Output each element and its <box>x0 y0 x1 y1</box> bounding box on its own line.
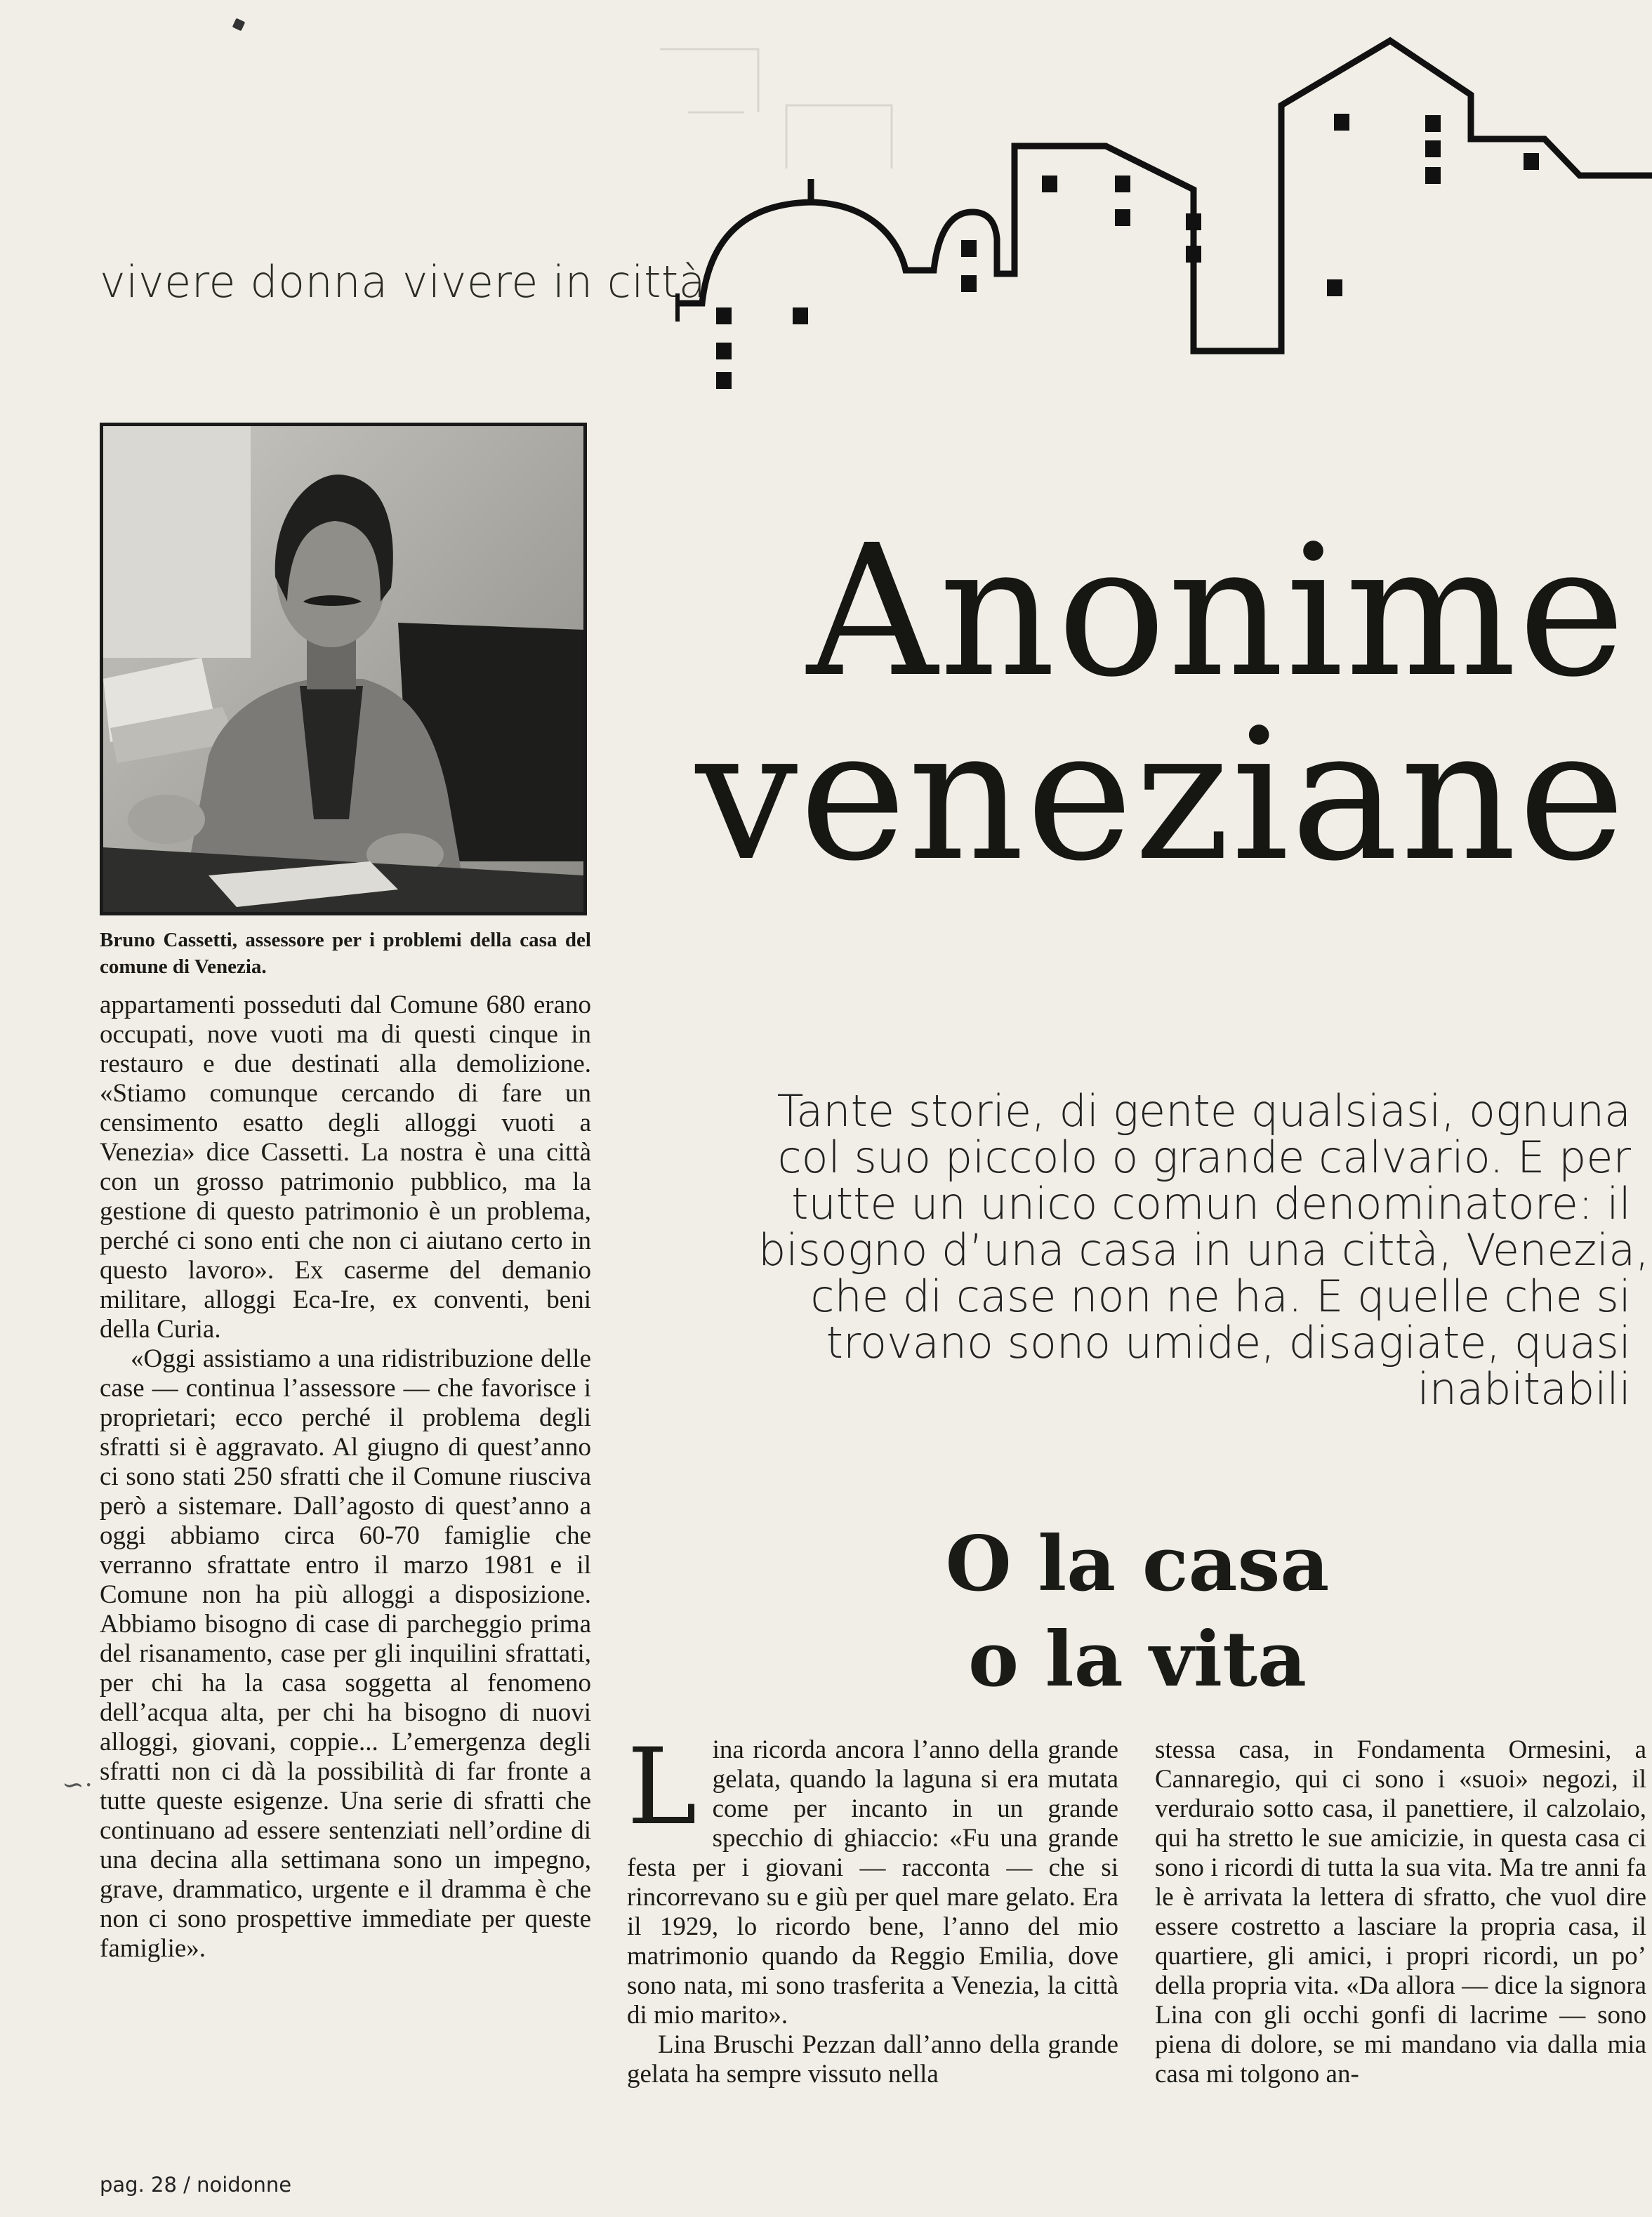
article-headline <box>632 506 1652 901</box>
skyline-outline <box>678 41 1652 351</box>
subtitle-line: bisogno d’una casa in una città, Venezia, <box>758 1224 1649 1276</box>
venice-skyline-illustration <box>660 28 1652 393</box>
paragraph: appartamenti posseduti dal Comune 680 erano occupati, nove vuoti ma di questi cinque in restauro e due destinati alla demolizione. «Stiamo comunque cercando di fare un censimento esatto degli alloggi vuoti a Venezia» dice Cassetti. La nostra è una città con un grosso patrimonio pubblico, ma la gestione di questo patrimonio è un problema, perché ci sono enti che non ci aiutano certo in questo lavoro». Ex caserme del demanio militare, alloggi Eca-Ire, ex conventi, beni della Curia. <box>100 991 591 1344</box>
photo-caption: Bruno Cassetti, assessore per i problemi della casa del comune di Venezia. <box>100 929 591 978</box>
subtitle-line: che di case non ne ha. E quelle che si <box>810 1271 1631 1322</box>
headline-line-2: veneziane <box>695 690 1627 901</box>
middle-text-column <box>627 1726 1118 2089</box>
corner-print-mark <box>232 18 246 32</box>
left-text-column <box>100 991 591 1964</box>
paragraph: stessa casa, in Fondamenta Ormesini, a Cannaregio, qui ci sono i «suoi» negozi, il verduraio sotto casa, il panettiere, il calzolaio, qui ha stretto le sue amicizie, in questa casa ci sono i ricordi di tutta la sua vita. Ma tre anni fa le è arrivata la lettera di sfratto, che vuol dire essere costretto a lasciare la propria casa, il quartiere, gli amici, i propri ricordi, un po’ della propria vita. «Da allora — dice la signora Lina con gli occhi gonfi di lacrime — sono piena di dolore, se mi mandano via dalla mia casa mi tolgono an- <box>1155 1735 1646 2089</box>
subtitle-line: Tante storie, di gente qualsiasi, ognuna <box>777 1085 1631 1137</box>
section-label: vivere donna vivere in città <box>100 256 706 307</box>
paragraph: Lina Bruschi Pezzan dall’anno della grande gelata ha sempre vissuto nella <box>627 2030 1118 2089</box>
section-heading-line-1: O la casa <box>945 1520 1330 1608</box>
page-footer: pag. 28 / noidonne <box>100 2173 292 2197</box>
subtitle-line: tutte un unico comun denominatore: il <box>791 1178 1631 1229</box>
portrait-illustration <box>103 426 583 912</box>
headline-line-1: Anonime <box>807 506 1627 717</box>
subtitle-line: trovano sono umide, disagiate, quasi <box>826 1317 1631 1368</box>
paragraph: «Oggi assistiamo a una ridistribuzione delle case — continua l’assessore — che favorisce i proprietari; ecco perché il problema degli sfratti si è aggravato. Al giugno di quest’anno ci sono stati 250 sfratti che il Comune riusciva però a sistemare. Dall’agosto di quest’anno a oggi abbiamo circa 60-70 famiglie che verranno sfrattate entro il marzo 1981 e il Comune non ha più alloggi a disposizione. Abbiamo bisogno di case di parcheggio prima del risanamento, case per gli inquilini sfrattati, per chi ha la casa soggetta al fenomeno dell’acqua alta, per chi ha bisogno di nuovi alloggi, giovani, coppie... L’emergenza degli sfratti non ci dà la possibilità di far fronte a tutte queste esigenze. Una serie di sfratti che continuano ad essere sentenziati nell’ordine di una decina alla settimana sono un impegno, grave, drammatico, urgente e il dramma è che non ci sono prospettive immediate per queste famiglie». <box>100 1344 591 1963</box>
section-heading-line-2: o la vita <box>968 1615 1307 1704</box>
article-subtitle <box>758 1085 1649 1415</box>
section-heading <box>828 1516 1446 1707</box>
right-text-column <box>1155 1735 1646 2089</box>
paragraph-text: ina ricorda ancora l’anno della grande gelata, quando la laguna si era mutata come per incanto in un grande specchio di ghiaccio: «Fu una grande festa per i giovani — racconta — che si rincorrevano su e giù per quel mare gelato. Era il 1929, lo ricordo bene, l’anno del mio matrimonio quando da Reggio Emilia, dove sono nata, mi sono trasferita a Venezia, la città di mio marito». <box>627 1735 1118 2030</box>
paragraph-with-dropcap <box>627 1726 1118 2030</box>
drop-cap: L <box>627 1726 697 1848</box>
margin-print-mark: ∽· <box>62 1771 93 1800</box>
subtitle-line: col suo piccolo o grande calvario. E per <box>777 1132 1631 1183</box>
subtitle-line: inabitabili <box>1417 1363 1631 1415</box>
portrait-photo <box>100 423 587 915</box>
